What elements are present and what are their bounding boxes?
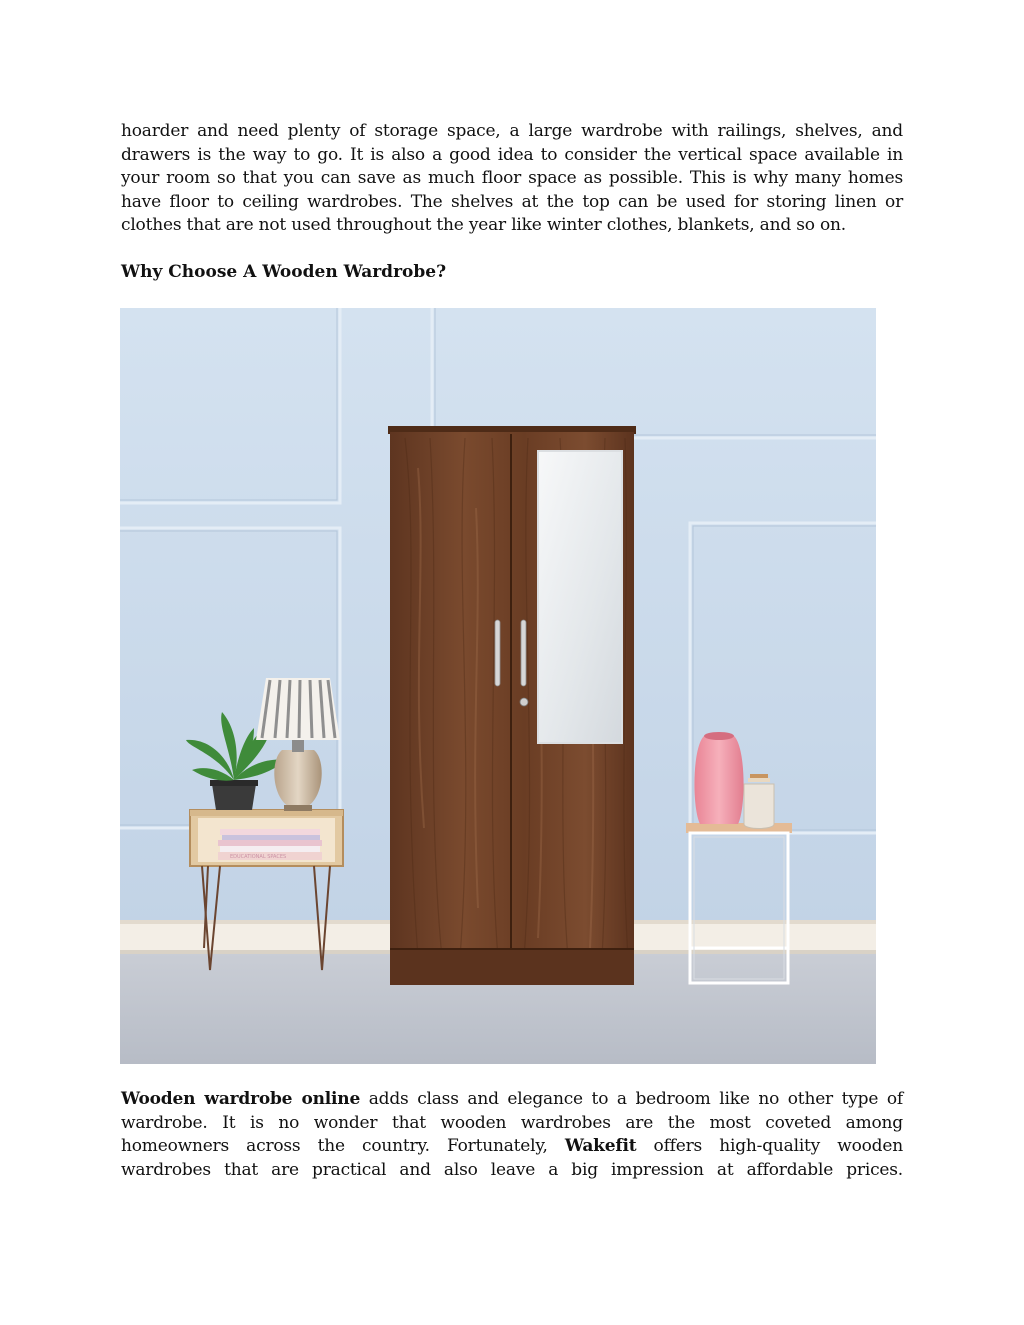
- section-heading: Why Choose A Wooden Wardrobe?: [121, 262, 447, 282]
- intro-line: your room so that you can save as much floor space as possible. This is why many homes: [121, 168, 903, 189]
- body-line-3-after: offers high-quality wooden: [636, 1136, 903, 1157]
- wakefit-brand-link[interactable]: Wakefit: [564, 1136, 637, 1157]
- body-line-1-rest: adds class and elegance to a bedroom like no other type of: [360, 1089, 903, 1109]
- body-paragraph: [121, 1088, 903, 1182]
- body-line: wardrobe. It is no wonder that wooden wardrobes are the most coveted among: [121, 1112, 903, 1133]
- intro-line: drawers is the way to go. It is also a good idea to consider the vertical space available in: [121, 144, 903, 165]
- body-line: wardrobes that are practical and also leave a big impression at affordable prices.: [121, 1159, 903, 1180]
- intro-line: have floor to ceiling wardrobes. The shelves at the top can be used for storing linen or: [121, 191, 903, 212]
- intro-line: hoarder and need plenty of storage space, a large wardrobe with railings, shelves, and: [121, 121, 903, 141]
- intro-paragraph: [121, 120, 903, 238]
- wardrobe: [388, 426, 636, 985]
- intro-line: clothes that are not used throughout the year like winter clothes, blankets, and so on.: [121, 215, 847, 236]
- body-line: [121, 1088, 903, 1112]
- body-line-3-before: homeowners across the country. Fortunately,: [121, 1136, 565, 1157]
- wooden-wardrobe-online-link[interactable]: Wooden wardrobe online: [121, 1089, 361, 1109]
- wardrobe-photo: [120, 308, 876, 1064]
- body-line: [121, 1135, 903, 1159]
